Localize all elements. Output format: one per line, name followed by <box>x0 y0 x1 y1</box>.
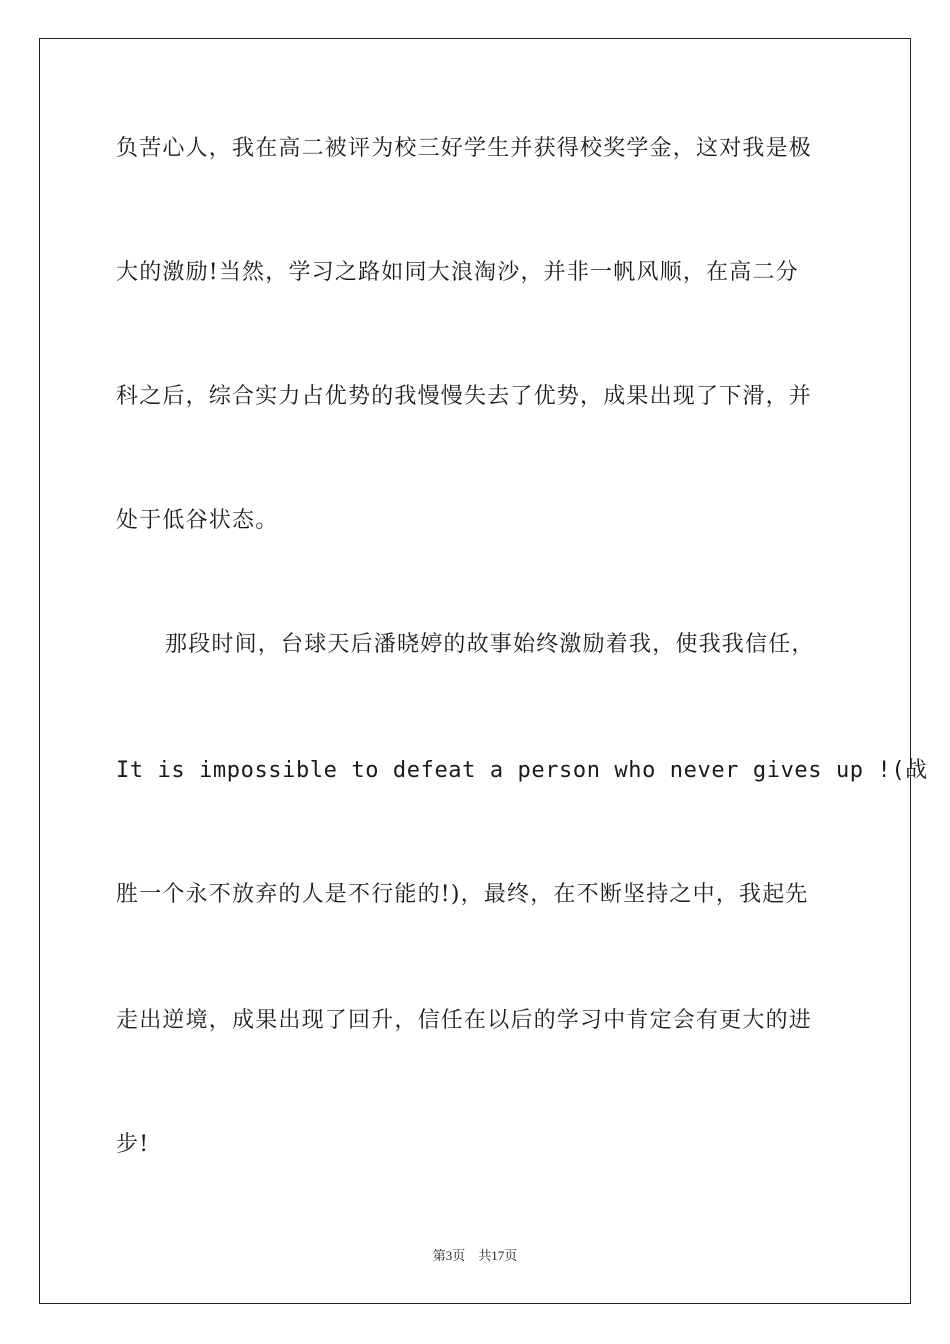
page-border <box>39 38 928 1304</box>
body-text-line: 大的激励!当然，学习之路如同大浪淘沙，并非一帆风顺，在高二分 <box>116 260 799 285</box>
body-text-line: 胜一个永不放弃的人是不行能的!)，最终，在不断坚持之中，我起先 <box>116 882 809 907</box>
body-text-line: 处于低谷状态。 <box>116 508 279 533</box>
page-number: 第3页 共17页 <box>432 1248 518 1263</box>
body-text-line: It is impossible to defeat a person who never gives up !(战 <box>116 758 928 783</box>
body-text-line: 步! <box>116 1132 150 1157</box>
body-text-line: 科之后，综合实力占优势的我慢慢失去了优势，成果出现了下滑，并 <box>116 384 813 409</box>
body-text-line: 走出逆境，成果出现了回升，信任在以后的学习中肯定会有更大的进 <box>116 1008 813 1033</box>
paragraph-first-line: 那段时间，台球天后潘晓婷的故事始终激励着我，使我我信任， <box>165 632 815 657</box>
body-text-line: 负苦心人，我在高二被评为校三好学生并获得校奖学金，这对我是极 <box>116 136 813 161</box>
